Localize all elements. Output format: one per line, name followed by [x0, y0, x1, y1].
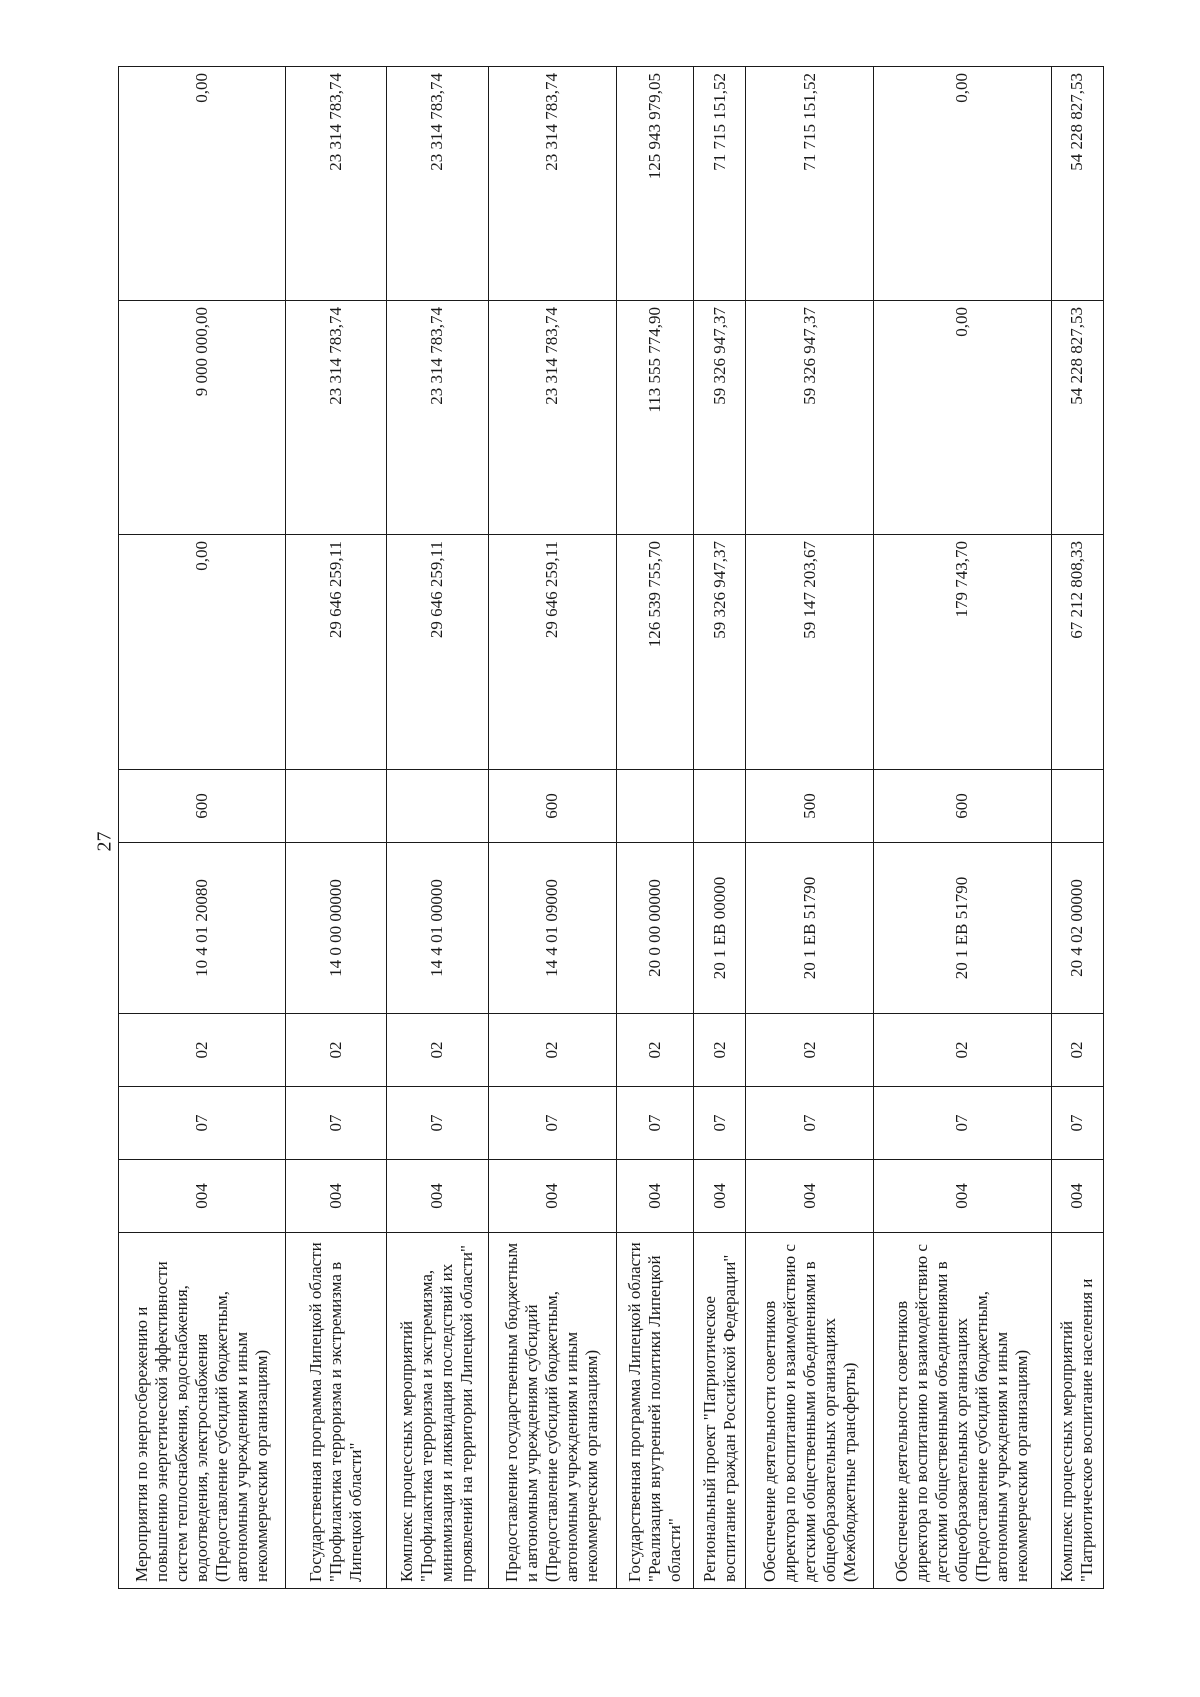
amount-year-1: 126 539 755,70	[616, 535, 693, 770]
subsection-code: 02	[489, 1014, 617, 1087]
section-code: 07	[873, 1087, 1051, 1160]
target-article-code: 14 4 01 00000	[386, 843, 488, 1014]
section-code: 07	[489, 1087, 617, 1160]
target-article-code: 20 1 ЕВ 00000	[694, 843, 746, 1014]
amount-year-3: 125 943 979,05	[616, 67, 693, 301]
target-article-code: 20 4 02 00000	[1051, 843, 1103, 1014]
amount-year-2: 23 314 783,74	[489, 301, 617, 535]
section-code: 07	[286, 1087, 386, 1160]
row-name: Обеспечение деятельности советников директора по воспитанию и взаимодействию с детскими общественными объединениями в общеобразовательных организациях (Межбюджетные трансферты)	[746, 1233, 874, 1589]
amount-year-1: 29 646 259,11	[286, 535, 386, 770]
amount-year-3: 23 314 783,74	[386, 67, 488, 301]
row-name: Государственная программа Липецкой области "Реализация внутренней политики Липецкой области"	[616, 1233, 693, 1589]
amount-year-2: 23 314 783,74	[386, 301, 488, 535]
ved-code: 004	[119, 1160, 286, 1233]
target-article-code: 14 0 00 00000	[286, 843, 386, 1014]
amount-year-1: 29 646 259,11	[489, 535, 617, 770]
amount-year-1: 179 743,70	[873, 535, 1051, 770]
row-name: Мероприятия по энергосбережению и повышению энергетической эффективности систем теплоснабжения, водоснабжения, водоотведения, электроснабжения (Предоставление субсидий бюджетным, автономным учреждениям и иным некоммерческим организациям)	[119, 1233, 286, 1589]
row-name: Региональный проект "Патриотическое воспитание граждан Российской Федерации"	[694, 1233, 746, 1589]
table-row	[386, 67, 488, 1589]
expense-type-code	[386, 770, 488, 843]
table-row	[286, 67, 386, 1589]
amount-year-3: 23 314 783,74	[286, 67, 386, 301]
row-name: Комплекс процессных мероприятий "Патриотическое воспитание населения и	[1051, 1233, 1103, 1589]
table-row	[694, 67, 746, 1589]
rotated-table-container	[118, 67, 1104, 1589]
amount-year-2: 23 314 783,74	[286, 301, 386, 535]
subsection-code: 02	[746, 1014, 874, 1087]
amount-year-1: 0,00	[119, 535, 286, 770]
target-article-code: 20 1 ЕВ 51790	[873, 843, 1051, 1014]
section-code: 07	[1051, 1087, 1103, 1160]
amount-year-3: 71 715 151,52	[694, 67, 746, 301]
row-name: Комплекс процессных мероприятий "Профилактика терроризма и экстремизма, минимизация и ликвидация последствий их проявлений на территории Липецкой области"	[386, 1233, 488, 1589]
subsection-code: 02	[873, 1014, 1051, 1087]
subsection-code: 02	[616, 1014, 693, 1087]
ved-code: 004	[489, 1160, 617, 1233]
page-number: 27	[93, 831, 116, 852]
section-code: 07	[386, 1087, 488, 1160]
ved-code: 004	[1051, 1160, 1103, 1233]
ved-code: 004	[616, 1160, 693, 1233]
amount-year-1: 67 212 808,33	[1051, 535, 1103, 770]
amount-year-1: 29 646 259,11	[386, 535, 488, 770]
amount-year-3: 54 228 827,53	[1051, 67, 1103, 301]
subsection-code: 02	[694, 1014, 746, 1087]
target-article-code: 20 1 ЕВ 51790	[746, 843, 874, 1014]
ved-code: 004	[694, 1160, 746, 1233]
table-row	[1051, 67, 1103, 1589]
expense-type-code	[694, 770, 746, 843]
target-article-code: 20 0 00 00000	[616, 843, 693, 1014]
row-name: Государственная программа Липецкой области "Профилактика терроризма и экстремизма в Липецкой области"	[286, 1233, 386, 1589]
section-code: 07	[119, 1087, 286, 1160]
expense-type-code	[1051, 770, 1103, 843]
section-code: 07	[616, 1087, 693, 1160]
ved-code: 004	[386, 1160, 488, 1233]
expense-type-code: 600	[489, 770, 617, 843]
subsection-code: 02	[286, 1014, 386, 1087]
amount-year-2: 0,00	[873, 301, 1051, 535]
amount-year-1: 59 326 947,37	[694, 535, 746, 770]
table-row	[746, 67, 874, 1589]
table-row	[119, 67, 286, 1589]
row-name: Обеспечение деятельности советников директора по воспитанию и взаимодействию с детскими общественными объединениями в общеобразовательных организациях (Предоставление субсидий бюджетным, автономным учреждениям и иным некоммерческим организациям)	[873, 1233, 1051, 1589]
row-name: Предоставление государственным бюджетным и автономным учреждениям субсидий (Предоставление субсидий бюджетным, автономным учреждениям и иным некоммерческим организациям)	[489, 1233, 617, 1589]
amount-year-2: 59 326 947,37	[746, 301, 874, 535]
expense-type-code	[286, 770, 386, 843]
budget-table	[118, 66, 1104, 1589]
amount-year-1: 59 147 203,67	[746, 535, 874, 770]
table-row	[873, 67, 1051, 1589]
amount-year-3: 71 715 151,52	[746, 67, 874, 301]
amount-year-2: 9 000 000,00	[119, 301, 286, 535]
ved-code: 004	[286, 1160, 386, 1233]
subsection-code: 02	[386, 1014, 488, 1087]
subsection-code: 02	[1051, 1014, 1103, 1087]
amount-year-3: 23 314 783,74	[489, 67, 617, 301]
amount-year-2: 54 228 827,53	[1051, 301, 1103, 535]
expense-type-code: 500	[746, 770, 874, 843]
section-code: 07	[694, 1087, 746, 1160]
expense-type-code	[616, 770, 693, 843]
ved-code: 004	[746, 1160, 874, 1233]
amount-year-2: 113 555 774,90	[616, 301, 693, 535]
table-row	[616, 67, 693, 1589]
ved-code: 004	[873, 1160, 1051, 1233]
expense-type-code: 600	[873, 770, 1051, 843]
subsection-code: 02	[119, 1014, 286, 1087]
expense-type-code: 600	[119, 770, 286, 843]
target-article-code: 14 4 01 09000	[489, 843, 617, 1014]
amount-year-2: 59 326 947,37	[694, 301, 746, 535]
table-row	[489, 67, 617, 1589]
amount-year-3: 0,00	[873, 67, 1051, 301]
section-code: 07	[746, 1087, 874, 1160]
target-article-code: 10 4 01 20080	[119, 843, 286, 1014]
amount-year-3: 0,00	[119, 67, 286, 301]
